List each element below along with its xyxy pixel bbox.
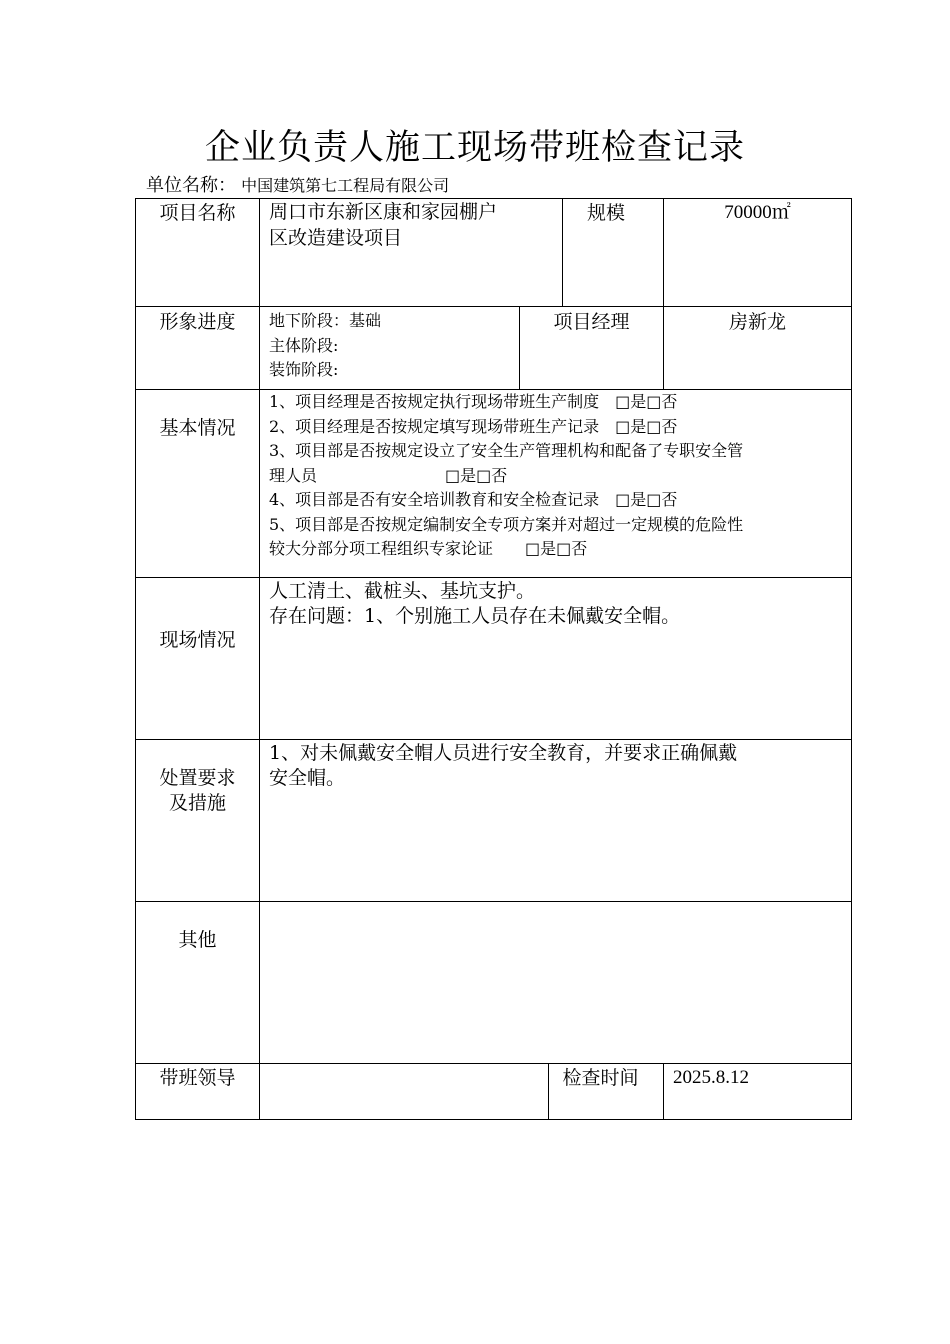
scale-label: 规模 — [586, 202, 625, 224]
row-divider — [135, 1063, 852, 1064]
site-situation-line2: 存在问题：1、个别施工人员存在未佩戴安全帽。 — [269, 605, 681, 627]
label-column-divider — [259, 198, 260, 1120]
document-title: 企业负责人施工现场带班检查记录 — [204, 128, 745, 168]
project-name-label: 项目名称 — [159, 202, 236, 224]
measures-line2: 安全帽。 — [269, 767, 346, 789]
basic-item-line: 3、项目部是否按规定设立了安全生产管理机构和配备了专职安全管 — [269, 441, 744, 460]
basic-item-line: 理人员 □是□否 — [269, 465, 508, 485]
column-divider — [663, 198, 664, 389]
site-situation-label: 现场情况 — [159, 629, 236, 651]
check-time-label: 检查时间 — [562, 1067, 639, 1089]
row-divider — [135, 901, 852, 902]
row-divider — [135, 577, 852, 578]
row-divider — [135, 739, 852, 740]
column-divider — [663, 1063, 664, 1120]
basic-item-line: 5、项目部是否按规定编制安全专项方案并对超过一定规模的危险性 — [269, 514, 744, 534]
other-label: 其他 — [178, 929, 217, 951]
unit-name-value: 中国建筑第七工程局有限公司 — [241, 176, 450, 195]
manager-label: 项目经理 — [553, 311, 630, 333]
progress-label: 形象进度 — [159, 311, 236, 333]
check-time-value: 2025.8.12 — [673, 1067, 749, 1088]
measures-label-line2: 及措施 — [168, 792, 226, 814]
unit-name-line — [146, 175, 449, 197]
basic-item-line: 2、项目经理是否按规定填写现场带班生产记录 □是□否 — [269, 416, 678, 436]
measures-line1: 1、对未佩戴安全帽人员进行安全教育，并要求正确佩戴 — [269, 742, 738, 764]
measures-label-line1: 处置要求 — [159, 767, 236, 789]
project-name-value-line2: 区改造建设项目 — [269, 227, 403, 249]
duty-leader-label: 带班领导 — [159, 1067, 236, 1089]
row-divider — [135, 306, 852, 307]
basic-item-line: 1、项目经理是否按规定执行现场带班生产制度 □是□否 — [269, 392, 678, 411]
basic-item-line: 较大分部分项工程组织专家论证 □是□否 — [269, 539, 588, 558]
progress-line-decoration: 装饰阶段: — [269, 360, 339, 379]
project-name-value-line1: 周口市东新区康和家园棚户 — [269, 201, 498, 223]
manager-value: 房新龙 — [728, 311, 786, 333]
site-situation-line1: 人工清土、截桩头、基坑支护。 — [269, 580, 536, 602]
basic-situation-label: 基本情况 — [159, 417, 236, 439]
progress-line-underground: 地下阶段：基础 — [269, 311, 382, 330]
record-table — [135, 198, 852, 1120]
scale-value: 70000㎡ — [724, 202, 791, 223]
basic-item-line: 4、项目部是否有安全培训教育和安全检查记录 □是□否 — [269, 490, 678, 509]
unit-name-label: 单位名称： — [146, 175, 236, 196]
progress-line-structure: 主体阶段: — [269, 336, 339, 355]
